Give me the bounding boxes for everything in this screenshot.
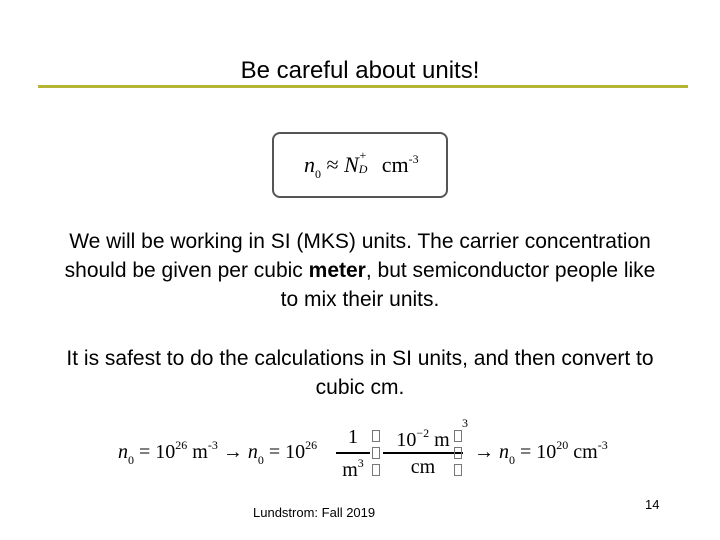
f-lhs-sub: 0 xyxy=(128,453,134,467)
f-inner-num-exp: −2 xyxy=(416,426,430,440)
f-mid-sub: 0 xyxy=(257,453,264,467)
inner-bar xyxy=(383,452,463,454)
paragraph1-bold: meter xyxy=(308,259,366,282)
page-number: 14 xyxy=(645,497,660,512)
f-eq1: = 10 xyxy=(139,441,176,463)
f-frac-den-exp: 3 xyxy=(357,456,364,470)
f-unit3-exp: -3 xyxy=(597,438,608,452)
f-res-sub: 0 xyxy=(509,453,515,467)
footer-text: Lundstrom: Fall 2019 xyxy=(253,505,376,520)
bracket-right-bot xyxy=(454,464,462,476)
f-unit1-exp: -3 xyxy=(207,438,218,452)
f-frac-den: m xyxy=(342,459,358,481)
bracket-left-top xyxy=(372,430,380,442)
slide-title: Be careful about units! xyxy=(240,57,480,84)
f-res: n xyxy=(499,441,509,463)
f-arrow2: → xyxy=(474,441,494,463)
title-underline xyxy=(38,85,688,88)
f-unit3: cm xyxy=(568,441,598,463)
eq-n-sub: 0 xyxy=(315,167,321,181)
eq-N: N xyxy=(344,152,359,177)
equation-box xyxy=(272,132,448,198)
frac-den xyxy=(336,456,370,482)
paragraph-safest: It is safest to do the calculations in SI units, and then convert to cubic cm. xyxy=(66,347,654,399)
paragraph1-pre: We will be working in SI (MKS) units. The carrier concentration should be given per cubic xyxy=(64,230,651,282)
bracket-left-bot xyxy=(372,464,380,476)
f-eq3: = 10 xyxy=(520,441,557,463)
f-exp1: 26 xyxy=(175,438,188,452)
bracket-right-mid xyxy=(454,447,462,459)
f-inner-unit: m xyxy=(429,429,450,451)
paragraph-si-units xyxy=(60,227,660,314)
eq-N-sup: + xyxy=(358,148,367,162)
formula-rhs xyxy=(474,438,608,468)
eq-unit: cm xyxy=(381,152,409,177)
eq-approx: ≈ xyxy=(326,152,339,177)
inner-den: cm xyxy=(410,456,436,478)
f-lhs: n xyxy=(118,441,128,463)
frac-num: 1 xyxy=(348,426,358,448)
f-inner-num: 10 xyxy=(396,429,417,451)
paragraph1-post: , but semiconductor people like to mix their units. xyxy=(280,259,656,311)
f-exp3: 20 xyxy=(556,438,569,452)
f-arrow: → xyxy=(222,441,243,463)
formula-lhs xyxy=(118,438,317,468)
outer-exp: 3 xyxy=(462,416,468,430)
bracket-left-mid xyxy=(372,447,380,459)
frac-bar xyxy=(336,452,370,454)
bracket-right-top xyxy=(454,430,462,442)
inner-num xyxy=(383,426,463,452)
f-unit1: m xyxy=(187,441,208,463)
eq-unit-exp: -3 xyxy=(408,152,419,166)
eq-N-sub: D xyxy=(358,162,368,176)
f-mid: n xyxy=(247,441,258,463)
carrier-equation xyxy=(304,148,419,182)
f-exp2: 26 xyxy=(305,438,318,452)
f-eq2: = 10 xyxy=(268,441,306,463)
eq-n: n xyxy=(304,152,315,177)
